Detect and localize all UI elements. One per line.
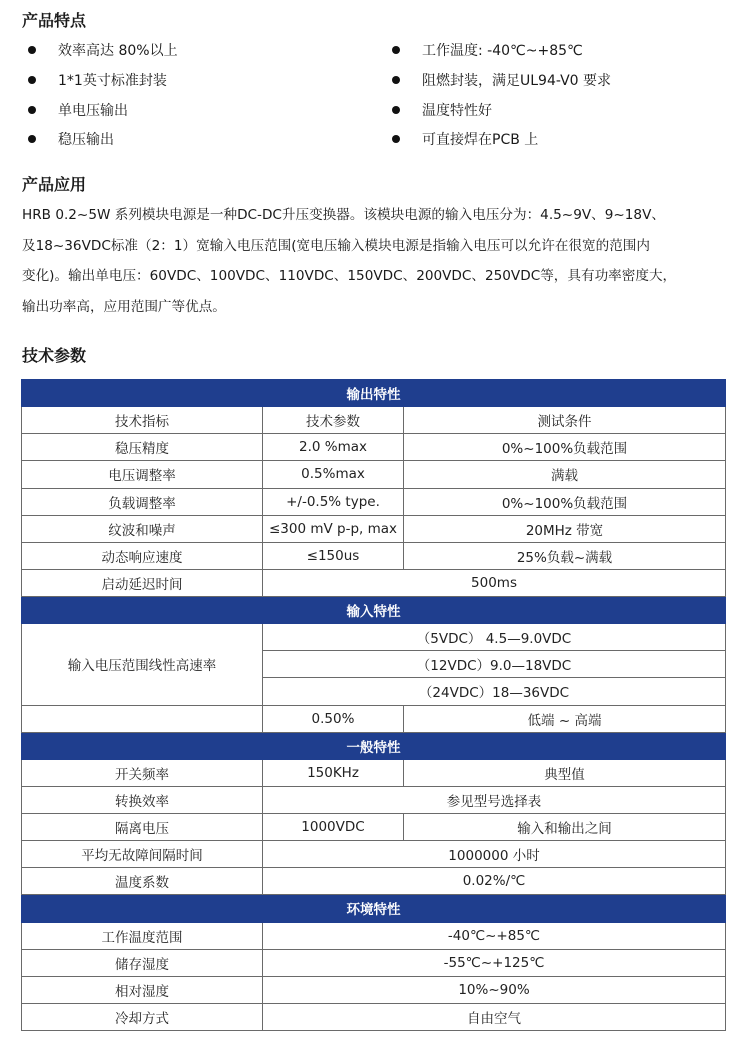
param-name: 隔离电压 [22, 814, 263, 841]
param-condition: 0%~100%负载范围 [404, 488, 726, 515]
input-range: （5VDC） 4.5—9.0VDC [263, 624, 726, 651]
table-row [22, 759, 726, 786]
param-value: 1000000 小时 [263, 841, 726, 868]
param-value: +/-0.5% type. [263, 488, 404, 515]
paragraph-line: HRB 0.2~5W 系列模块电源是一种DC-DC升压变换器。该模块电源的输入电压分为：4.5~9V、9~18V、 [22, 207, 665, 223]
param-name: 平均无故障间隔时间 [22, 841, 263, 868]
param-name: 相对湿度 [22, 976, 263, 1003]
param-value: 500ms [263, 569, 726, 596]
param-name: 冷却方式 [22, 1003, 263, 1030]
table-row [22, 488, 726, 515]
param-name: 温度系数 [22, 868, 263, 895]
param-value: 参见型号选择表 [263, 786, 726, 813]
param-name: 动态响应速度 [22, 542, 263, 569]
column-header: 技术指标 [22, 407, 263, 434]
table-row [22, 705, 726, 732]
param-value: 自由空气 [263, 1003, 726, 1030]
bullet-icon [28, 76, 36, 84]
table-row [22, 407, 726, 434]
section-title: 一般特性 [22, 732, 726, 759]
bullet-icon [28, 135, 36, 143]
param-value: -40℃~+85℃ [263, 922, 726, 949]
paragraph-line: 及18~36VDC标准（2：1）宽输入电压范围(宽电压输入模块电源是指输入电压可以允许在很宽的范围内 [22, 237, 650, 254]
bullet-icon [28, 46, 36, 54]
section-header-input [22, 597, 726, 624]
param-value: -55℃~+125℃ [263, 949, 726, 976]
table-row [22, 949, 726, 976]
table-row [22, 434, 726, 461]
empty-cell [22, 705, 263, 732]
param-name: 转换效率 [22, 786, 263, 813]
param-condition: 满载 [404, 461, 726, 488]
table-row [22, 922, 726, 949]
param-name: 稳压精度 [22, 434, 263, 461]
input-range: （12VDC）9.0—18VDC [263, 651, 726, 678]
table-row [22, 569, 726, 596]
param-value: 0.50% [263, 705, 404, 732]
param-name: 启动延迟时间 [22, 569, 263, 596]
bullet-icon [392, 135, 400, 143]
application-paragraph [22, 200, 734, 322]
param-value: 2.0 %max [263, 434, 404, 461]
param-name: 输入电压范围线性高速率 [22, 624, 263, 705]
section-header-output [22, 380, 726, 407]
features-title: 产品特点 [22, 11, 87, 30]
section-title: 环境特性 [22, 895, 726, 922]
param-condition: 25%负载~满载 [404, 542, 726, 569]
table-row [22, 1003, 726, 1030]
param-name: 负载调整率 [22, 488, 263, 515]
table-row [22, 976, 726, 1003]
input-range: （24VDC）18—36VDC [263, 678, 726, 705]
table-row [22, 814, 726, 841]
param-condition: 0%~100%负载范围 [404, 434, 726, 461]
table-row [22, 868, 726, 895]
column-header: 技术参数 [263, 407, 404, 434]
table-row [22, 624, 726, 651]
param-name: 纹波和噪声 [22, 515, 263, 542]
param-name: 储存湿度 [22, 949, 263, 976]
param-condition: 典型值 [404, 759, 726, 786]
param-condition: 低端 ~ 高端 [404, 705, 726, 732]
section-title: 输出特性 [22, 380, 726, 407]
param-name: 工作温度范围 [22, 922, 263, 949]
bullet-icon [28, 106, 36, 114]
application-title: 产品应用 [22, 175, 87, 194]
spec-title: 技术参数 [22, 346, 87, 365]
section-header-environment [22, 895, 726, 922]
param-name: 电压调整率 [22, 461, 263, 488]
paragraph-line: 变化)。输出单电压：60VDC、100VDC、110VDC、150VDC、200VDC、250VDC等，具有功率密度大， [22, 268, 677, 284]
param-value: 1000VDC [263, 814, 404, 841]
section-title: 输入特性 [22, 597, 726, 624]
section-header-general [22, 732, 726, 759]
param-value: ≤300 mV p-p, max [263, 515, 404, 542]
column-header: 测试条件 [404, 407, 726, 434]
param-condition: 20MHz 带宽 [404, 515, 726, 542]
table-row [22, 461, 726, 488]
spec-table [21, 379, 726, 1031]
param-value: ≤150us [263, 542, 404, 569]
param-value: 0.5%max [263, 461, 404, 488]
bullet-icon [392, 106, 400, 114]
bullet-icon [392, 76, 400, 84]
param-value: 0.02%/℃ [263, 868, 726, 895]
param-value: 10%~90% [263, 976, 726, 1003]
table-row [22, 515, 726, 542]
param-condition: 输入和输出之间 [404, 814, 726, 841]
paragraph-line: 输出功率高，应用范围广等优点。 [22, 298, 226, 315]
table-row [22, 841, 726, 868]
param-value: 150KHz [263, 759, 404, 786]
param-name: 开关频率 [22, 759, 263, 786]
bullet-icon [392, 46, 400, 54]
table-row [22, 786, 726, 813]
table-row [22, 542, 726, 569]
